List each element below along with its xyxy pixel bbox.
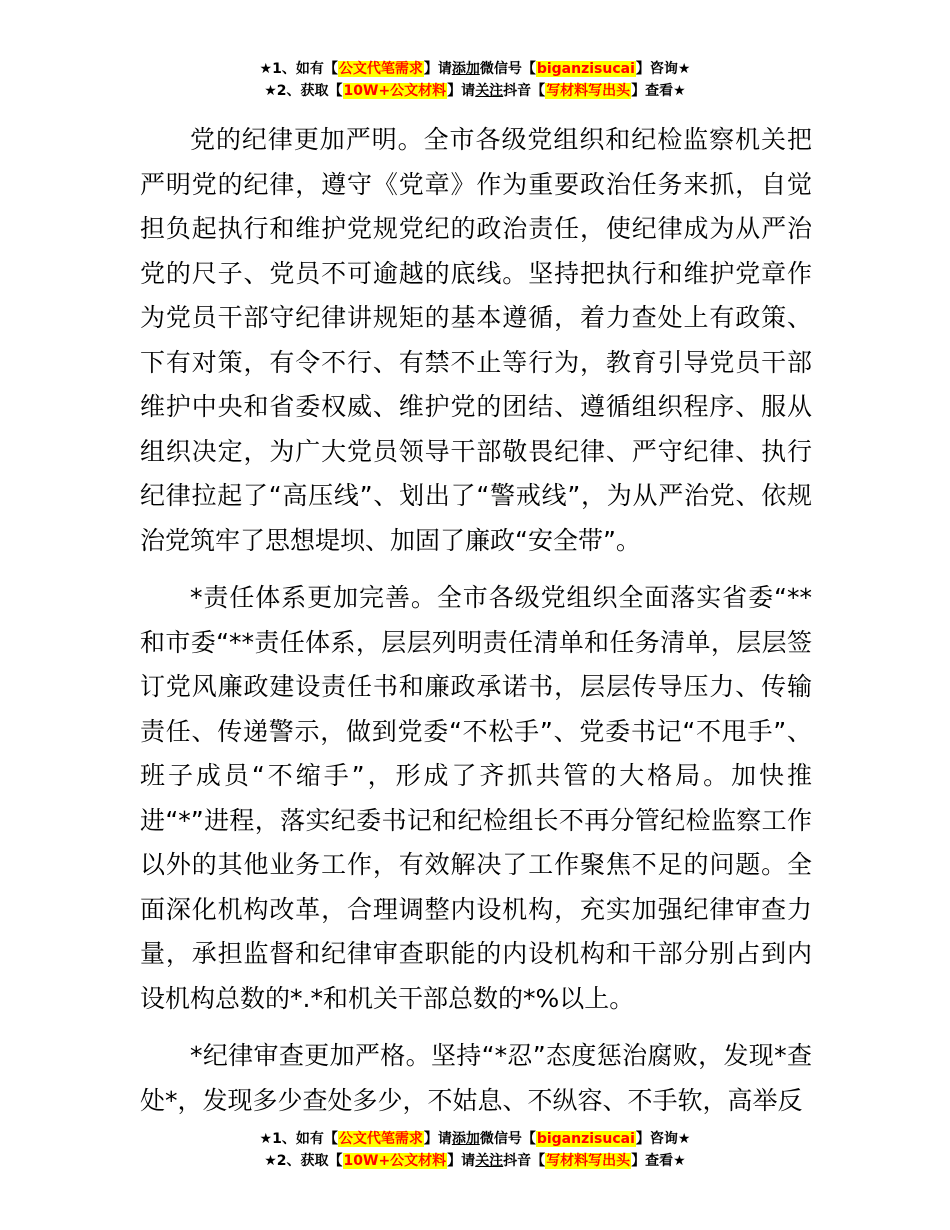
paragraph: 党的纪律更加严明。全市各级党组织和纪检监察机关把严明党的纪律，遵守《党章》作为重要政治任务来抓，自觉担负起执行和维护党规党纪的政治责任，使纪律成为从严治党的尺子、党员不可逾越的底线。坚持把执行和维护党章作为党员干部守纪律讲规矩的基本遵循，着力查处上有政策、下有对策，有令不行、有禁不止等行为，教育引导党员干部维护中央和省委权威、维护党的团结、遵循组织程序、服从组织决定，为广大党员领导干部敬畏纪律、严守纪律、执行纪律拉起了“高压线”、划出了“警戒线”，为从严治党、依规治党筑牢了思想堤坝、加固了廉政“安全带”。 [140, 125, 812, 555]
paragraph: *纪律审查更加严格。坚持“*忍”态度惩治腐败，发现*查处*，发现多少查处多少，不姑息、不纵容、不手软，高举反 [140, 1041, 812, 1115]
highlight-douyin-account: 写材料写出头 [546, 1153, 631, 1169]
highlight-service: 公文代笔需求 [338, 1131, 423, 1147]
banner-emphasis: 添加 [451, 61, 480, 77]
banner-text: 】请 [423, 1131, 452, 1147]
banner-emphasis: 关注 [475, 83, 504, 99]
banner-text: 】请 [423, 61, 452, 77]
highlight-wechat-id: biganzisucai [536, 61, 635, 77]
banner-text: 抖音【 [503, 83, 546, 99]
footer-banner [0, 1128, 950, 1172]
document-body [140, 118, 812, 1136]
highlight-materials: 10W+公文材料 [343, 83, 447, 99]
banner-text: 微信号【 [479, 61, 536, 77]
banner-text: 】请 [447, 1153, 476, 1169]
banner-line-2 [0, 80, 950, 102]
banner-text: 】咨询★ [635, 61, 691, 77]
banner-text: ★1、如有【 [259, 1131, 338, 1147]
banner-text: 】请 [447, 83, 476, 99]
banner-emphasis: 关注 [475, 1153, 504, 1169]
banner-line-2 [0, 1150, 950, 1172]
paragraph: *责任体系更加完善。全市各级党组织全面落实省委“**和市委“**责任体系，层层列明责任清单和任务清单，层层签订党风廉政建设责任书和廉政承诺书，层层传导压力、传输责任、传递警示，做到党委“不松手”、党委书记“不甩手”、班子成员“不缩手”，形成了齐抓共管的大格局。加快推进“*”进程，落实纪委书记和纪检组长不再分管纪检监察工作以外的其他业务工作，有效解决了工作聚焦不足的问题。全面深化机构改革，合理调整内设机构，充实加强纪律审查力量，承担监督和纪律审查职能的内设机构和干部分别占到内设机构总数的*.*和机关干部总数的*%以上。 [140, 583, 812, 1013]
highlight-service: 公文代笔需求 [338, 61, 423, 77]
banner-text: 】咨询★ [635, 1131, 691, 1147]
banner-line-1 [0, 1128, 950, 1150]
header-banner [0, 58, 950, 102]
banner-text: 抖音【 [503, 1153, 546, 1169]
banner-text: ★1、如有【 [259, 61, 338, 77]
banner-text: 】查看★ [631, 1153, 686, 1169]
banner-text: 】查看★ [631, 83, 686, 99]
banner-text: ★2、获取【 [264, 1153, 343, 1169]
highlight-douyin-account: 写材料写出头 [546, 83, 631, 99]
highlight-materials: 10W+公文材料 [343, 1153, 447, 1169]
highlight-wechat-id: biganzisucai [536, 1131, 635, 1147]
banner-line-1 [0, 58, 950, 80]
banner-text: ★2、获取【 [264, 83, 343, 99]
banner-text: 微信号【 [479, 1131, 536, 1147]
banner-emphasis: 添加 [451, 1131, 480, 1147]
